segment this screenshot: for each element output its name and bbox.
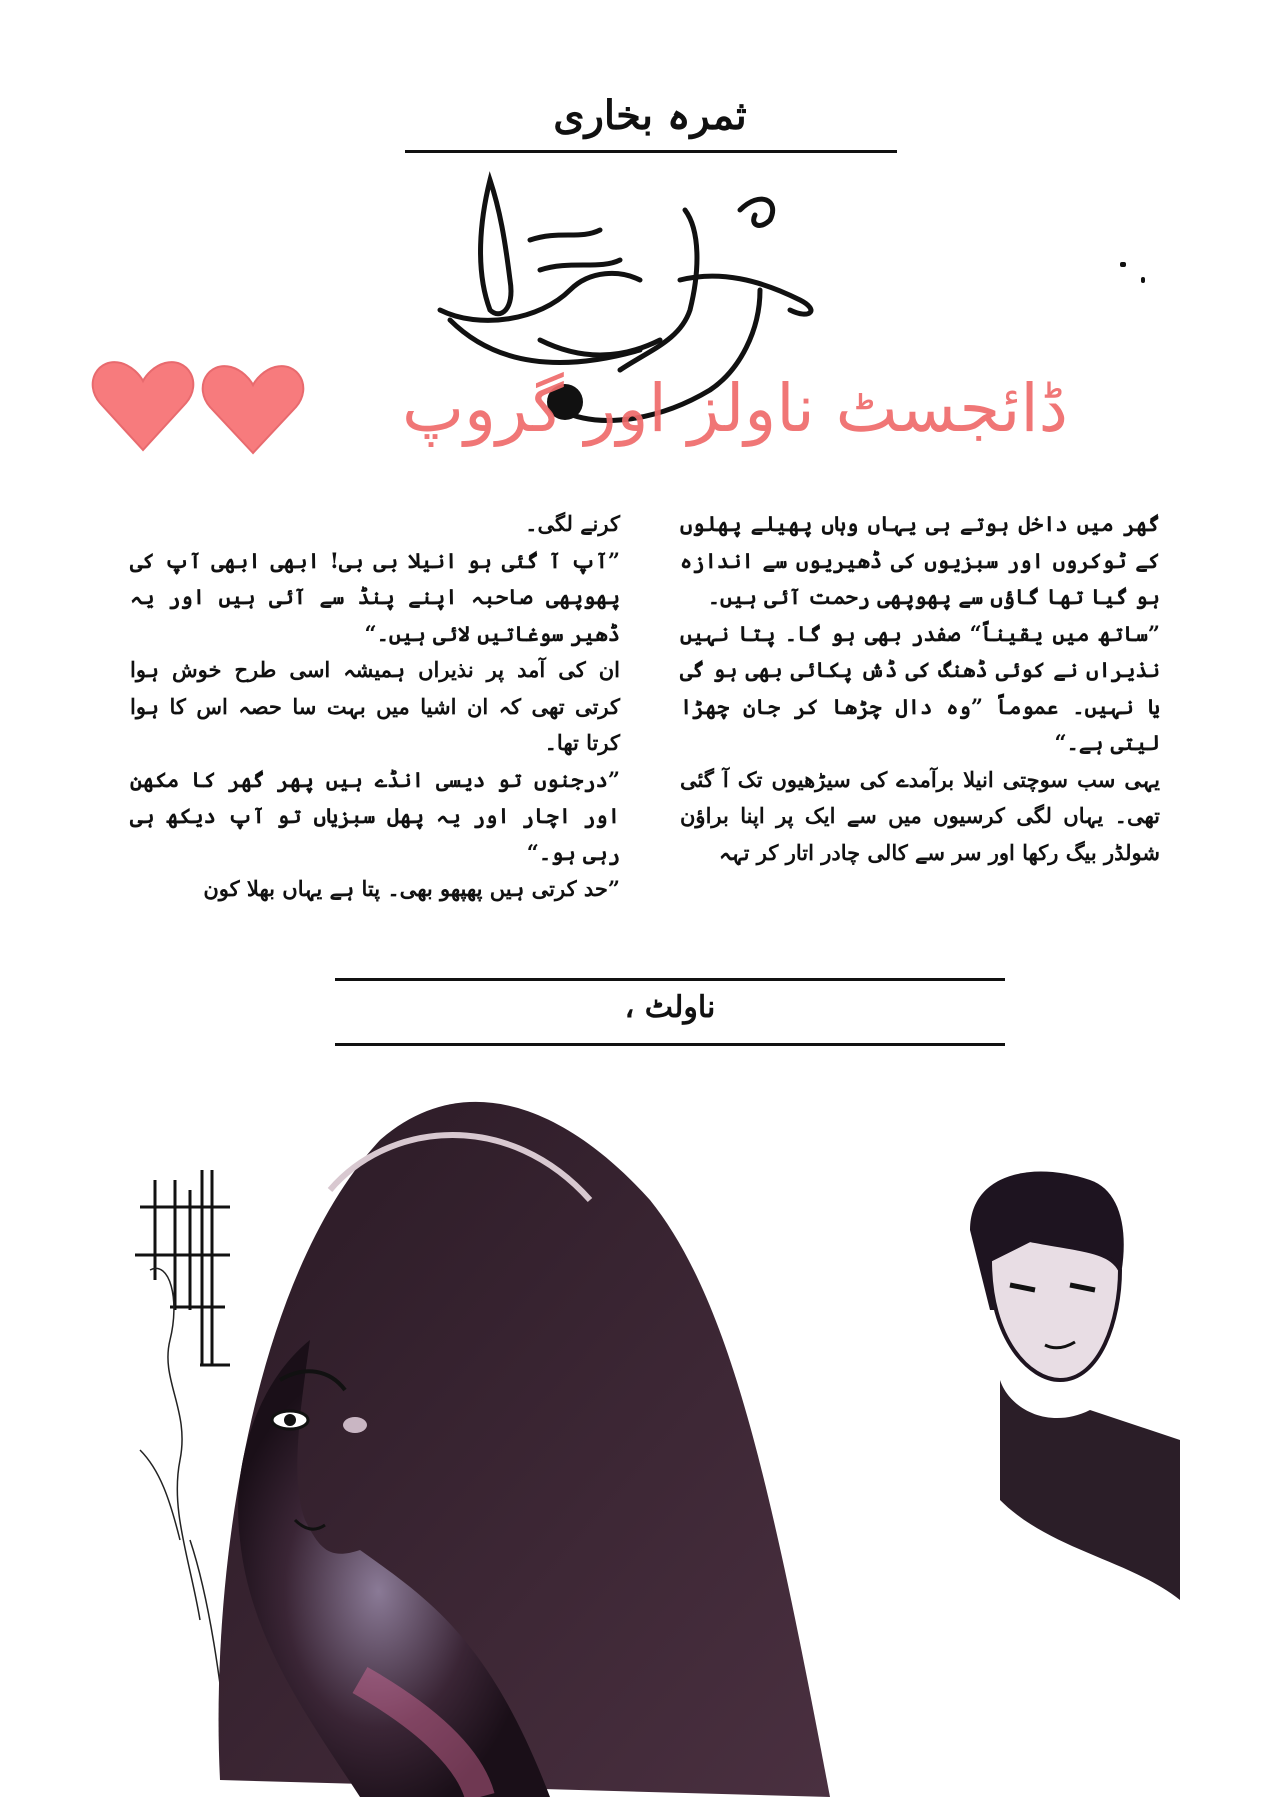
author-divider xyxy=(405,150,897,153)
text-column-right xyxy=(680,506,1160,871)
story-illustration xyxy=(130,1080,1180,1797)
paragraph: کرنے لگی۔ xyxy=(525,511,620,536)
window-grille xyxy=(135,1170,230,1365)
paragraph: ”حد کرتی ہیں پھپھو بھی۔ پتا ہے یہاں بھلا کون xyxy=(203,876,620,901)
label-divider-bottom xyxy=(335,1043,1005,1046)
paragraph: ان کی آمد پر نذیراں ہمیشہ اسی طرح خوش ہوا کرتی تھی کہ ان اشیا میں بہت سا حصہ اس کا ہوا کرتا تھا۔ xyxy=(130,657,620,755)
paragraph: ”آپ آ گئی ہو انیلا بی بی! ابھی ابھی آپ کی پھوپھی صاحبہ اپنے پنڈ سے آئی ہیں اور یہ ڈھیر سوغاتیں لائی ہیں۔“ xyxy=(130,547,620,646)
hearts-decoration xyxy=(88,355,328,455)
speck xyxy=(1141,277,1145,283)
label-divider-top xyxy=(335,978,1005,981)
group-watermark: ڈائجسٹ ناولز اور گروپ xyxy=(401,370,1069,447)
text-column-left xyxy=(130,506,620,908)
paragraph: یہی سب سوچتی انیلا برآمدے کی سیڑھیوں تک آ گئی تھی۔ یہاں لگی کرسیوں میں سے ایک پر اپنا براؤن شولڈر بیگ رکھا اور سر سے کالی چادر اتار کر تہہ xyxy=(680,766,1160,865)
paragraph: ”درجنوں تو دیسی انڈے ہیں پھر گھر کا مکھن اور اچار اور یہ پھل سبزیاں تو آپ دیکھ ہی رہی ہو۔“ xyxy=(130,766,620,865)
category-label: ناولٹ ، xyxy=(624,990,716,1025)
heart-icon xyxy=(203,366,304,453)
speck xyxy=(1120,262,1126,267)
paragraph: گھر میں داخل ہوتے ہی یہاں وہاں پھیلے پھلوں کے ٹوکروں اور سبزیوں کی ڈھیریوں سے اندازہ ہو گیا تھا گاؤں سے پھوپھی رحمت آئی ہیں۔ xyxy=(680,511,1160,609)
heart-icon xyxy=(93,362,194,450)
author-name: ثمرہ بخاری xyxy=(553,92,747,139)
paragraph: ”ساتھ میں یقیناً“ صفدر بھی ہو گا۔ پتا نہیں نذیراں نے کوئی ڈھنگ کی ڈش پکائی بھی ہو گی یا نہیں۔ عموماً ”وہ دال چڑھا کر جان چھڑا لیتی ہے۔“ xyxy=(680,620,1160,755)
man-figure xyxy=(970,1172,1180,1600)
